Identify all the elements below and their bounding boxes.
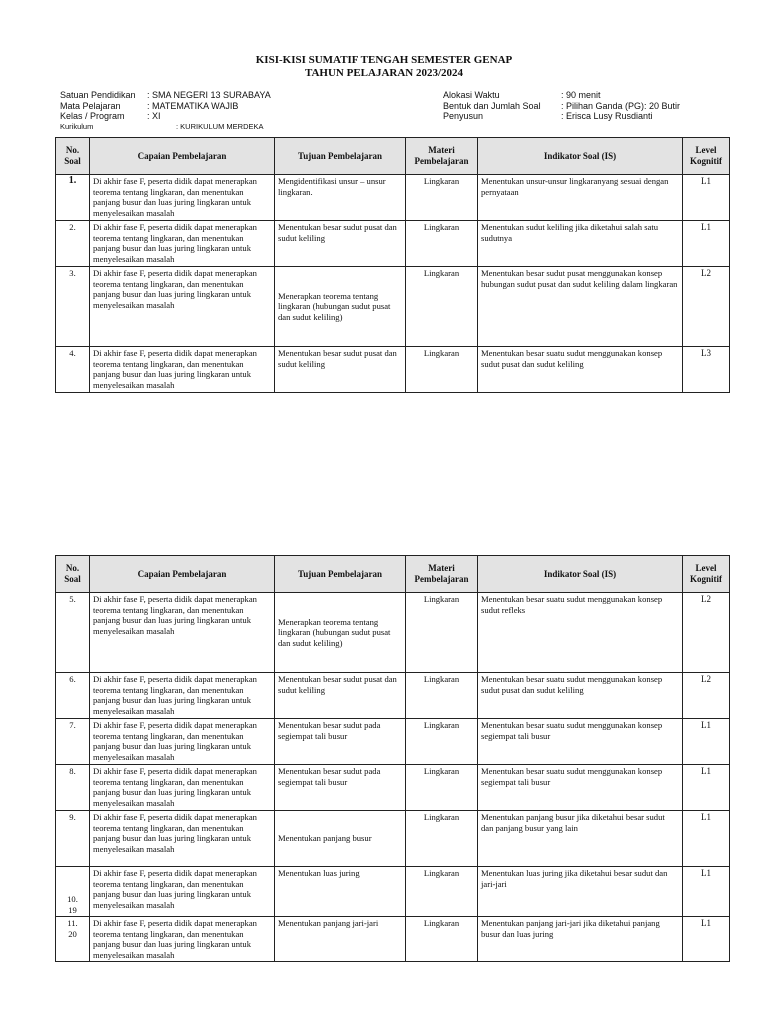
header-capaian: Capaian Pembelajaran — [90, 556, 275, 593]
row-level: L2 — [683, 593, 730, 673]
info-label: Kelas / Program — [60, 111, 125, 121]
row-materi: Lingkaran — [406, 917, 478, 962]
info-label: Bentuk dan Jumlah Soal — [443, 100, 541, 111]
table-row — [56, 593, 730, 673]
row-level: L1 — [683, 765, 730, 811]
row-tujuan: Menentukan panjang busur — [275, 811, 406, 867]
row-no: 3. — [56, 267, 90, 347]
row-level: L1 — [683, 811, 730, 867]
row-capaian: Di akhir fase F, peserta didik dapat menerapkan teorema tentang lingkaran, dan menentukan panjang busur dan luas juring lingkaran untuk menyelesaikan masalah — [90, 673, 275, 719]
row-indikator: Menentukan luas juring jika diketahui besar sudut dan jari-jari — [478, 867, 683, 917]
info-label: Mata Pelajaran — [60, 100, 121, 111]
row-capaian: Di akhir fase F, peserta didik dapat menerapkan teorema tentang lingkaran, dan menentukan panjang busur dan luas juring lingkaran untuk menyelesaikan masalah — [90, 765, 275, 811]
row-no: 6. — [56, 673, 90, 719]
header-no-soal: No. Soal — [56, 138, 90, 175]
row-tujuan: Mengidentifikasi unsur – unsur lingkaran. — [275, 175, 406, 221]
row-tujuan: Menentukan besar sudut pusat dan sudut keliling — [275, 347, 406, 393]
info-row-penyusun — [443, 111, 680, 122]
row-indikator: Menentukan panjang busur jika diketahui besar sudut dan panjang busur yang lain — [478, 811, 683, 867]
row-capaian: Di akhir fase F, peserta didik dapat menerapkan teorema tentang lingkaran, dan menentukan panjang busur dan luas juring lingkaran untuk menyelesaikan masalah — [90, 593, 275, 673]
info-value: : Erisca Lusy Rusdianti — [561, 111, 653, 121]
table-row — [56, 175, 730, 221]
row-indikator: Menentukan unsur-unsur lingkaranyang sesuai dengan pernyataan — [478, 175, 683, 221]
header-tujuan: Tujuan Pembelajaran — [275, 138, 406, 175]
row-level: L3 — [683, 347, 730, 393]
info-row-kurikulum — [60, 122, 271, 133]
header-materi: Materi Pembelajaran — [406, 556, 478, 593]
row-materi: Lingkaran — [406, 175, 478, 221]
row-level: L1 — [683, 719, 730, 765]
table-header-row — [56, 138, 730, 175]
row-no — [56, 917, 90, 962]
info-row-alokasi — [443, 90, 680, 101]
row-capaian: Di akhir fase F, peserta didik dapat menerapkan teorema tentang lingkaran, dan menentukan panjang busur dan luas juring lingkaran untuk menyelesaikan masalah — [90, 811, 275, 867]
header-tujuan: Tujuan Pembelajaran — [275, 556, 406, 593]
kisi-table-page1 — [55, 137, 730, 393]
identity-info-right — [443, 90, 680, 122]
row-materi: Lingkaran — [406, 719, 478, 765]
header-level: Level Kognitif — [683, 138, 730, 175]
row-no — [56, 867, 90, 917]
table-row — [56, 811, 730, 867]
info-label: Kurikulum — [60, 121, 94, 131]
info-row-bentuk — [443, 101, 680, 112]
info-label: Satuan Pendidikan — [60, 90, 136, 100]
row-materi: Lingkaran — [406, 267, 478, 347]
row-level: L1 — [683, 917, 730, 962]
table-row — [56, 347, 730, 393]
row-capaian: Di akhir fase F, peserta didik dapat menerapkan teorema tentang lingkaran, dan menentukan panjang busur dan luas juring lingkaran untuk menyelesaikan masalah — [90, 867, 275, 917]
header-level: Level Kognitif — [683, 556, 730, 593]
row-materi: Lingkaran — [406, 221, 478, 267]
info-value: : MATEMATIKA WAJIB — [147, 100, 239, 111]
row-materi: Lingkaran — [406, 867, 478, 917]
header-indikator: Indikator Soal (IS) — [478, 138, 683, 175]
info-row-kelas — [60, 111, 271, 122]
identity-info-left — [60, 90, 271, 132]
table-row — [56, 765, 730, 811]
row-no-secondary: 19 — [68, 904, 77, 915]
table-row — [56, 673, 730, 719]
row-level: L1 — [683, 175, 730, 221]
info-value: : KURIKULUM MERDEKA — [176, 121, 264, 131]
row-no-secondary: 20 — [68, 928, 77, 939]
row-capaian: Di akhir fase F, peserta didik dapat menerapkan teorema tentang lingkaran, dan menentukan panjang busur dan luas juring lingkaran untuk menyelesaikan masalah — [90, 267, 275, 347]
row-materi: Lingkaran — [406, 765, 478, 811]
info-label: Penyusun — [443, 111, 484, 121]
header-indikator: Indikator Soal (IS) — [478, 556, 683, 593]
row-no: 1. — [56, 175, 90, 221]
row-no: 8. — [56, 765, 90, 811]
row-no: 4. — [56, 347, 90, 393]
row-level: L2 — [683, 673, 730, 719]
row-no: 5. — [56, 593, 90, 673]
row-indikator: Menentukan besar suatu sudut menggunakan konsep sudut pusat dan sudut keliling — [478, 673, 683, 719]
table-row — [56, 267, 730, 347]
row-indikator: Menentukan besar sudut pusat menggunakan konsep hubungan sudut pusat dan sudut keliling dalam lingkaran — [478, 267, 683, 347]
row-capaian: Di akhir fase F, peserta didik dapat menerapkan teorema tentang lingkaran, dan menentukan panjang busur dan luas juring lingkaran untuk menyelesaikan masalah — [90, 347, 275, 393]
row-materi: Lingkaran — [406, 593, 478, 673]
row-indikator: Menentukan besar suatu sudut menggunakan konsep segiempat tali busur — [478, 719, 683, 765]
info-value: : 90 menit — [561, 90, 601, 100]
row-no-primary: 10. — [67, 894, 78, 904]
row-materi: Lingkaran — [406, 811, 478, 867]
info-row-mapel — [60, 101, 271, 112]
info-value: : SMA NEGERI 13 SURABAYA — [147, 90, 271, 100]
row-indikator: Menentukan besar suatu sudut menggunakan konsep segiempat tali busur — [478, 765, 683, 811]
table-row — [56, 917, 730, 962]
row-tujuan: Menentukan besar sudut pada segiempat tali busur — [275, 719, 406, 765]
row-materi: Lingkaran — [406, 673, 478, 719]
row-capaian: Di akhir fase F, peserta didik dapat menerapkan teorema tentang lingkaran, dan menentukan panjang busur dan luas juring lingkaran untuk menyelesaikan masalah — [90, 221, 275, 267]
header-materi: Materi Pembelajaran — [406, 138, 478, 175]
row-indikator: Menentukan besar suatu sudut menggunakan konsep sudut refleks — [478, 593, 683, 673]
row-indikator: Menentukan panjang jari-jari jika diketahui panjang busur dan luas juring — [478, 917, 683, 962]
info-label: Alokasi Waktu — [443, 90, 500, 100]
row-indikator: Menentukan sudut keliling jika diketahui salah satu sudutnya — [478, 221, 683, 267]
info-row-satuan — [60, 90, 271, 101]
info-value: : XI — [147, 111, 161, 121]
row-indikator: Menentukan besar suatu sudut menggunakan konsep sudut pusat dan sudut keliling — [478, 347, 683, 393]
row-materi: Lingkaran — [406, 347, 478, 393]
row-tujuan: Menentukan besar sudut pada segiempat tali busur — [275, 765, 406, 811]
row-no: 2. — [56, 221, 90, 267]
header-no-soal: No. Soal — [56, 556, 90, 593]
row-level: L1 — [683, 221, 730, 267]
kisi-table-page2 — [55, 555, 730, 962]
table-header-row — [56, 556, 730, 593]
table-row — [56, 867, 730, 917]
document-title: KISI-KISI SUMATIF TENGAH SEMESTER GENAP — [255, 54, 513, 66]
row-level: L1 — [683, 867, 730, 917]
table-row — [56, 221, 730, 267]
row-capaian: Di akhir fase F, peserta didik dapat menerapkan teorema tentang lingkaran, dan menentukan panjang busur dan luas juring lingkaran untuk menyelesaikan masalah — [90, 175, 275, 221]
row-capaian: Di akhir fase F, peserta didik dapat menerapkan teorema tentang lingkaran, dan menentukan panjang busur dan luas juring lingkaran untuk menyelesaikan masalah — [90, 719, 275, 765]
row-capaian: Di akhir fase F, peserta didik dapat menerapkan teorema tentang lingkaran, dan menentukan panjang busur dan luas juring lingkaran untuk menyelesaikan masalah — [90, 917, 275, 962]
row-level: L2 — [683, 267, 730, 347]
document-subtitle: TAHUN PELAJARAN 2023/2024 — [304, 67, 464, 79]
row-tujuan: Menerapkan teorema tentang lingkaran (hubungan sudut pusat dan sudut keliling) — [275, 593, 406, 673]
row-tujuan: Menentukan besar sudut pusat dan sudut keliling — [275, 221, 406, 267]
row-tujuan: Menentukan panjang jari-jari — [275, 917, 406, 962]
row-no: 7. — [56, 719, 90, 765]
row-no-primary: 11. — [67, 918, 78, 928]
row-no: 9. — [56, 811, 90, 867]
row-tujuan: Menentukan luas juring — [275, 867, 406, 917]
row-tujuan: Menerapkan teorema tentang lingkaran (hubungan sudut pusat dan sudut keliling) — [275, 267, 406, 347]
row-tujuan: Menentukan besar sudut pusat dan sudut keliling — [275, 673, 406, 719]
table-row — [56, 719, 730, 765]
header-capaian: Capaian Pembelajaran — [90, 138, 275, 175]
info-value: : Pilihan Ganda (PG): 20 Butir — [561, 100, 681, 111]
